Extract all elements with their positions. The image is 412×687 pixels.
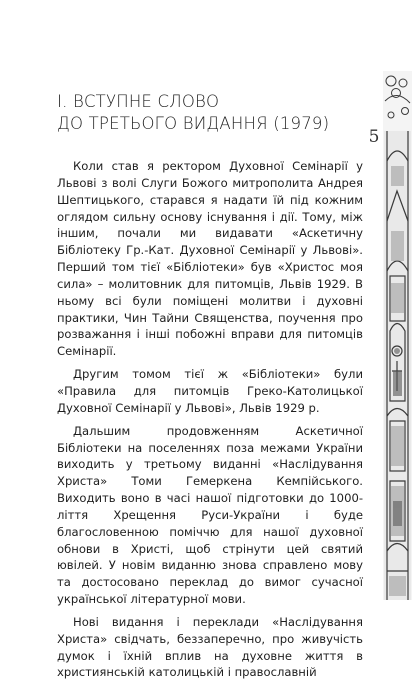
paragraph-2: Другим томом тієї ж «Бібліотеки» були «Правила для питомців Греко-Католицької Духовної Семінарії у Львові», Львів 1929 р. (57, 367, 363, 415)
paragraph-3: Дальшим продовженням Аскетичної Бібліотеки на поселеннях поза межами України виходить у третьому виданні «Наслідування Христа» Томи Гемеркена Кемпійського. Виходить воно в часі нашої підготовки до 1000-ліття Хрещення Руси-України і буде благословенною поміччю для нашої духовної обнови в Христі, щоб стрінути цей святий ювілей. У новім виданню знова справлено мову та достосовано переклад до вимог сучасної української літературної мови. (57, 423, 363, 607)
chapter-heading-line-2: ДО ТРЕТЬОГО ВИДАННЯ (1979) (57, 114, 330, 133)
body-text (57, 158, 363, 687)
ornament-graphic (383, 71, 412, 600)
chapter-heading (57, 91, 357, 135)
paragraph-4: Нові видання і переклади «Наслідування Христа» свідчать, беззаперечно, про живучість думок і їхній вплив на духовне життя в християнській католицькій і православній (57, 614, 363, 680)
paragraph-1: Коли став я ректором Духовної Семінарії у Львові з волі Слуги Божого митрополита Андрея Шептицького, старався я надати їй під кожним оглядом сильну основу існування і дії. Тому, між іншим, почали ми видавати «Аскетичну Бібліотеку Гр.-Кат. Духовної Семінарії у Львові». Перший том тієї «Бібліотеки» був «Христос моя сила» – молитовник для питомців, Львів 1929. В ньому всі були поміщені молитви і духовні практики, Чин Тайни Священства, поучення про розважання і інші побожні вправи для питомців Семінарії. (57, 159, 363, 359)
stained-glass-ornament (383, 71, 412, 600)
page-number: 5 (368, 127, 380, 147)
chapter-heading-line-1: І. ВСТУПНЕ СЛОВО (57, 92, 220, 111)
